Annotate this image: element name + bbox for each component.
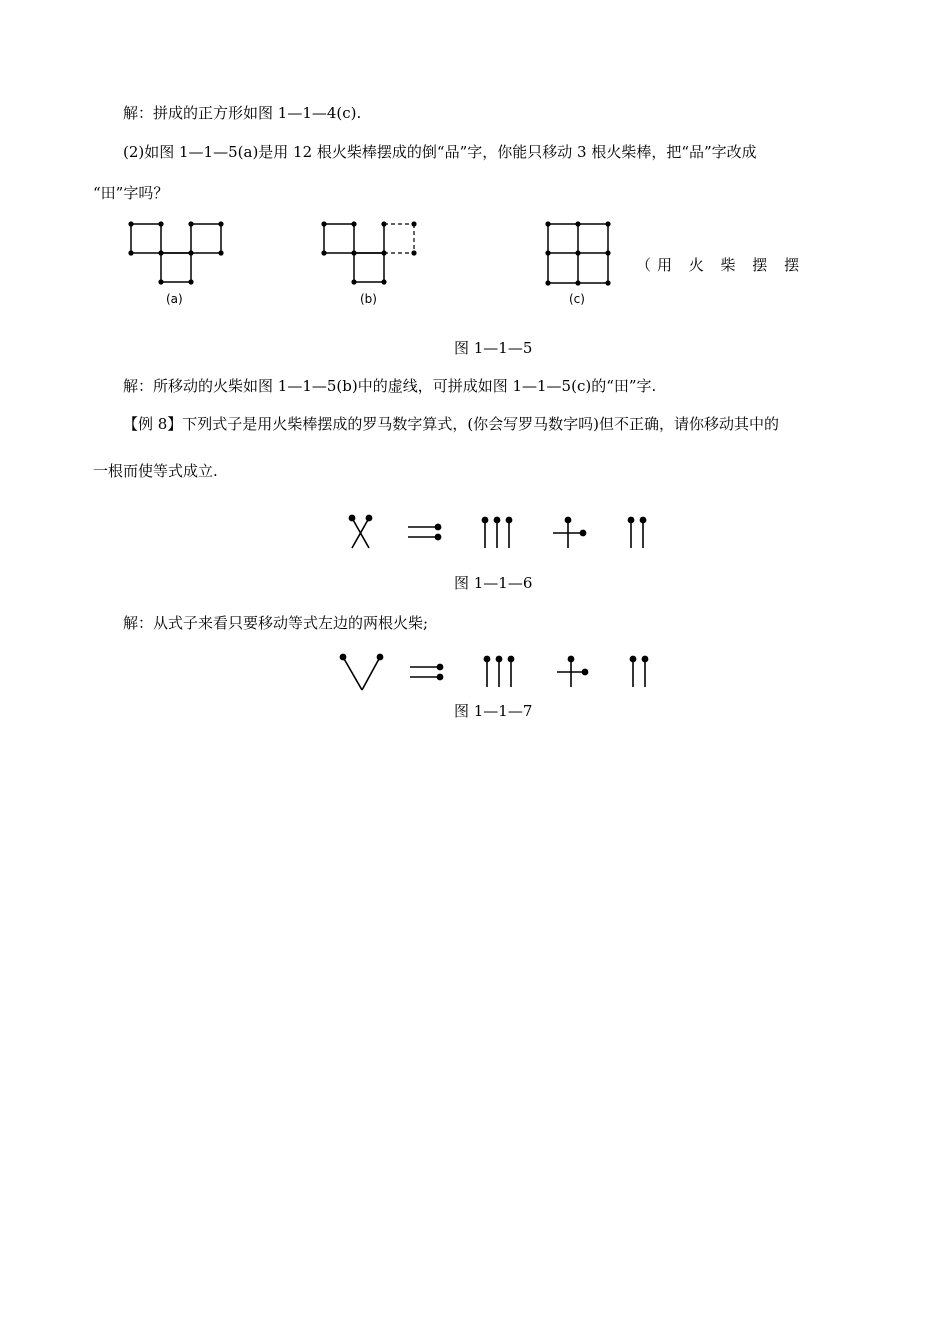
paragraph-question-2-line2: “田”字吗？: [93, 184, 169, 202]
figure-label-b: (b): [360, 292, 377, 306]
figure-side-note: （用 火 柴 摆 摆: [636, 256, 806, 274]
paragraph-answer-1: 解：拼成的正方形如图 1—1—4(c).: [123, 104, 362, 122]
paragraph-example-8-line2: 一根而使等式成立.: [93, 462, 218, 480]
figure-label-c: (c): [569, 292, 585, 306]
paragraph-example-8-line1: 【例 8】下列式子是用火柴棒摆成的罗马数字算式，(你会写罗马数字吗)但不正确，请你移动其中的: [123, 415, 780, 433]
figure-caption-1-1-7: 图 1—1—7: [454, 702, 533, 720]
figure-caption-1-1-6: 图 1—1—6: [454, 574, 533, 592]
paragraph-answer-3: 解：所移动的火柴如图 1—1—5(b)中的虚线，可拼成如图 1—1—5(c)的“田”字.: [123, 377, 657, 395]
paragraph-question-2-line1: (2)如图 1—1—5(a)是用 12 根火柴棒摆成的倒“品”字，你能只移动 3 根火柴棒，把“品”字改成: [123, 143, 757, 161]
figure-label-a: (a): [166, 292, 183, 306]
paragraph-answer-4: 解：从式子来看只要移动等式左边的两根火柴;: [123, 614, 429, 632]
figure-caption-1-1-5: 图 1—1—5: [454, 339, 533, 357]
